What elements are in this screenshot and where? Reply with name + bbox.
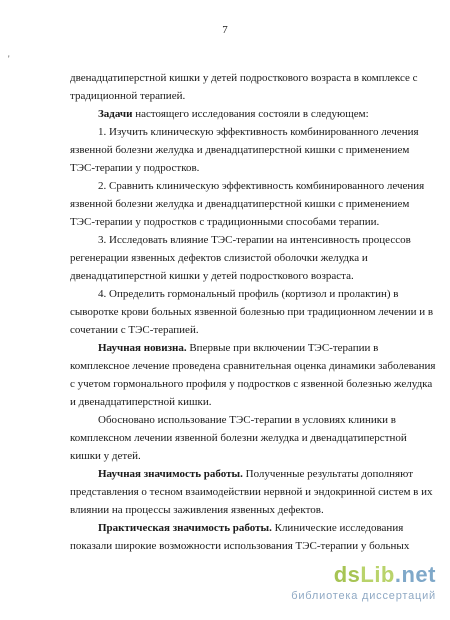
text-line-content: традиционной терапией. (70, 90, 186, 102)
bold-heading: Научная значимость работы. (98, 468, 243, 480)
text-line-content: двенадцатиперстной кишки у детей подросткового возраста. (70, 270, 354, 282)
text-line (70, 251, 380, 265)
text-line-content: показали широкие возможности использования ТЭС-терапии у больных (70, 540, 410, 552)
text-line (70, 215, 380, 229)
text-line-content: регенерации язвенных дефектов слизистой оболочки желудка и (70, 252, 368, 264)
text-line-content: сочетании с ТЭС-терапией. (70, 324, 199, 336)
text-line (98, 467, 413, 481)
text-line (98, 179, 425, 193)
watermark-subtitle: библиотека диссертаций (291, 590, 436, 602)
text-line (70, 485, 433, 499)
logo-net: .net (394, 562, 436, 587)
dslib-watermark (291, 562, 436, 612)
text-line-content: 2. Сравнить клиническую эффективность комбинированного лечения (98, 180, 425, 192)
text-line-content: Обосновано использование ТЭС-терапии в условиях клиники в (98, 414, 396, 426)
text-line-content: комплексном лечении язвенной болезни желудка и двенадцатиперстной (70, 432, 407, 444)
text-line (70, 323, 210, 337)
text-line-content (98, 522, 403, 534)
text-line (98, 125, 419, 139)
text-line (70, 503, 335, 517)
bold-heading: Задачи (98, 108, 133, 120)
text-line-content: 1. Изучить клиническую эффективность комбинированного лечения (98, 126, 419, 138)
logo-ds: ds (333, 562, 361, 587)
text-line-content: язвенной болезни желудка и двенадцатиперстной кишки с применением (70, 144, 410, 156)
bold-heading: Практическая значимость работы. (98, 522, 272, 534)
text-line (98, 107, 378, 121)
text-run: Полученные результаты дополняют (242, 468, 413, 480)
text-line-content: кишки у детей. (70, 450, 141, 462)
text-line-content: представления о тесном взаимодействии нервной и эндокринной систем в их (70, 486, 433, 498)
bold-heading: Научная новизна. (98, 342, 187, 354)
text-line-content: язвенной болезни желудка и двенадцатиперстной кишки с применением (70, 198, 410, 210)
text-line (70, 539, 410, 553)
text-line-content: ТЭС-терапии у подростков с традиционными способами терапии. (70, 216, 380, 228)
text-line (70, 305, 434, 319)
text-line-content: и двенадцатиперстной кишки. (70, 396, 212, 408)
text-line-content: ТЭС-терапии у подростков. (70, 162, 200, 174)
dslib-logo (334, 562, 436, 588)
text-line-content: 4. Определить гормональный профиль (кортизол и пролактин) в (98, 288, 399, 300)
page-number: 7 (222, 24, 228, 36)
text-line-content: сыворотке крови больных язвенной болезнью при традиционном лечении и в (70, 306, 434, 318)
text-run: Клинические исследования (271, 522, 404, 534)
text-line-content: 3. Исследовать влияние ТЭС-терапии на интенсивность процессов (98, 234, 411, 246)
text-line (98, 287, 399, 301)
text-line (70, 269, 370, 283)
text-line (70, 161, 220, 175)
text-line (98, 233, 411, 247)
text-line (98, 341, 392, 355)
text-line-content: комплексное лечение проведена сравнительная оценка динамики заболевания (70, 360, 436, 372)
text-line-content: с учетом гормонального профиля у подростков с язвенной болезнью желудка (70, 378, 433, 390)
margin-mark: ' (8, 54, 10, 64)
text-line-content: влиянии на процессы заживления язвенных дефектов. (70, 504, 324, 516)
text-line-content (98, 108, 369, 120)
text-line (98, 413, 396, 427)
text-line (70, 143, 410, 157)
logo-lib: Lib (360, 562, 395, 587)
text-line (70, 377, 433, 391)
text-line (98, 521, 404, 535)
text-line (70, 89, 190, 103)
text-line (70, 197, 410, 211)
text-line (70, 431, 407, 445)
text-line-content (98, 342, 378, 354)
text-line (70, 71, 418, 85)
text-line-content: двенадцатиперстной кишки у детей подросткового возраста в комплексе с (70, 72, 418, 84)
text-run: Впервые при включении ТЭС-терапии в (186, 342, 379, 354)
text-line-content (98, 467, 413, 481)
text-line (70, 359, 436, 373)
text-line (70, 395, 220, 409)
text-line (70, 449, 150, 463)
text-run: настоящего исследования состояли в следующем: (132, 108, 369, 120)
